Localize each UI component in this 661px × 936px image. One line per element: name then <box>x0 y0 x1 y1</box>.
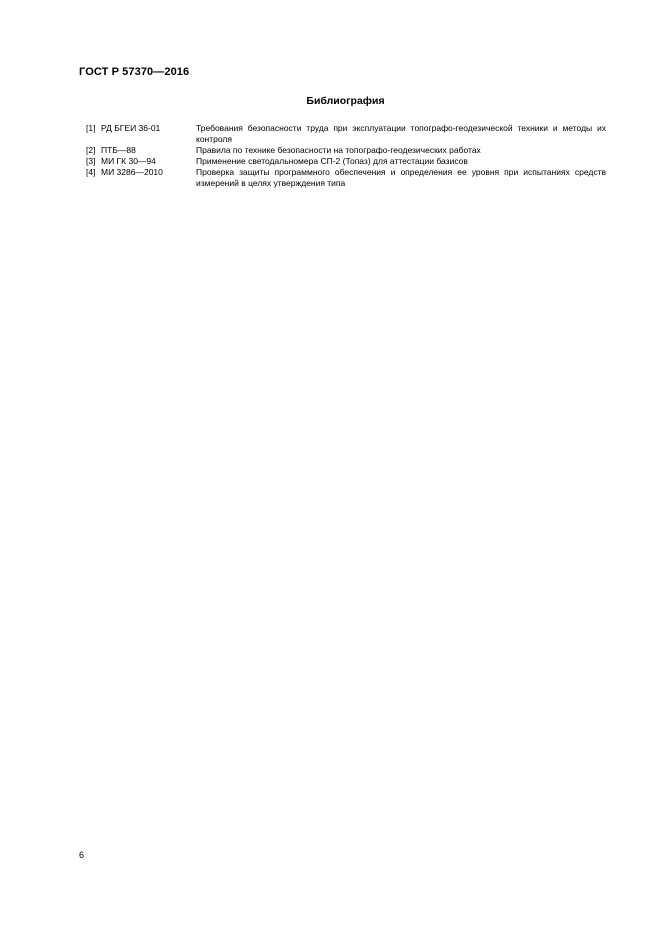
entry-code: РД БГЕИ 36-01 <box>101 123 161 133</box>
entry-code: МИ 3286—2010 <box>101 167 163 177</box>
page-number: 6 <box>79 850 85 860</box>
document-code: ГОСТ Р 57370—2016 <box>79 66 190 78</box>
entry-title: Требования безопасности труда при эксплуатации топографо-геодезической техники и методы их контроля <box>196 123 606 144</box>
bibliography-entry <box>86 145 606 156</box>
entry-title: Проверка защиты программного обеспечения и определения ее уровня при испытаниях средств измерений в целях утверждения типа <box>196 167 606 188</box>
section-title: Библиография <box>306 95 385 107</box>
bibliography-entry <box>86 167 606 189</box>
bibliography-entry <box>86 123 606 145</box>
entry-number: [1] <box>86 123 96 133</box>
bibliography-entry <box>86 156 606 167</box>
bibliography-list <box>86 123 606 189</box>
entry-number: [2] <box>86 145 96 155</box>
entry-number: [3] <box>86 156 96 166</box>
entry-title: Применение светодальномера СП-2 (Топаз) для аттестации базисов <box>196 156 468 166</box>
entry-number: [4] <box>86 167 96 177</box>
entry-code: ПТБ—88 <box>101 145 136 155</box>
entry-title: Правила по технике безопасности на топографо-геодезических работах <box>196 145 481 155</box>
entry-code: МИ ГК 30—94 <box>101 156 156 166</box>
